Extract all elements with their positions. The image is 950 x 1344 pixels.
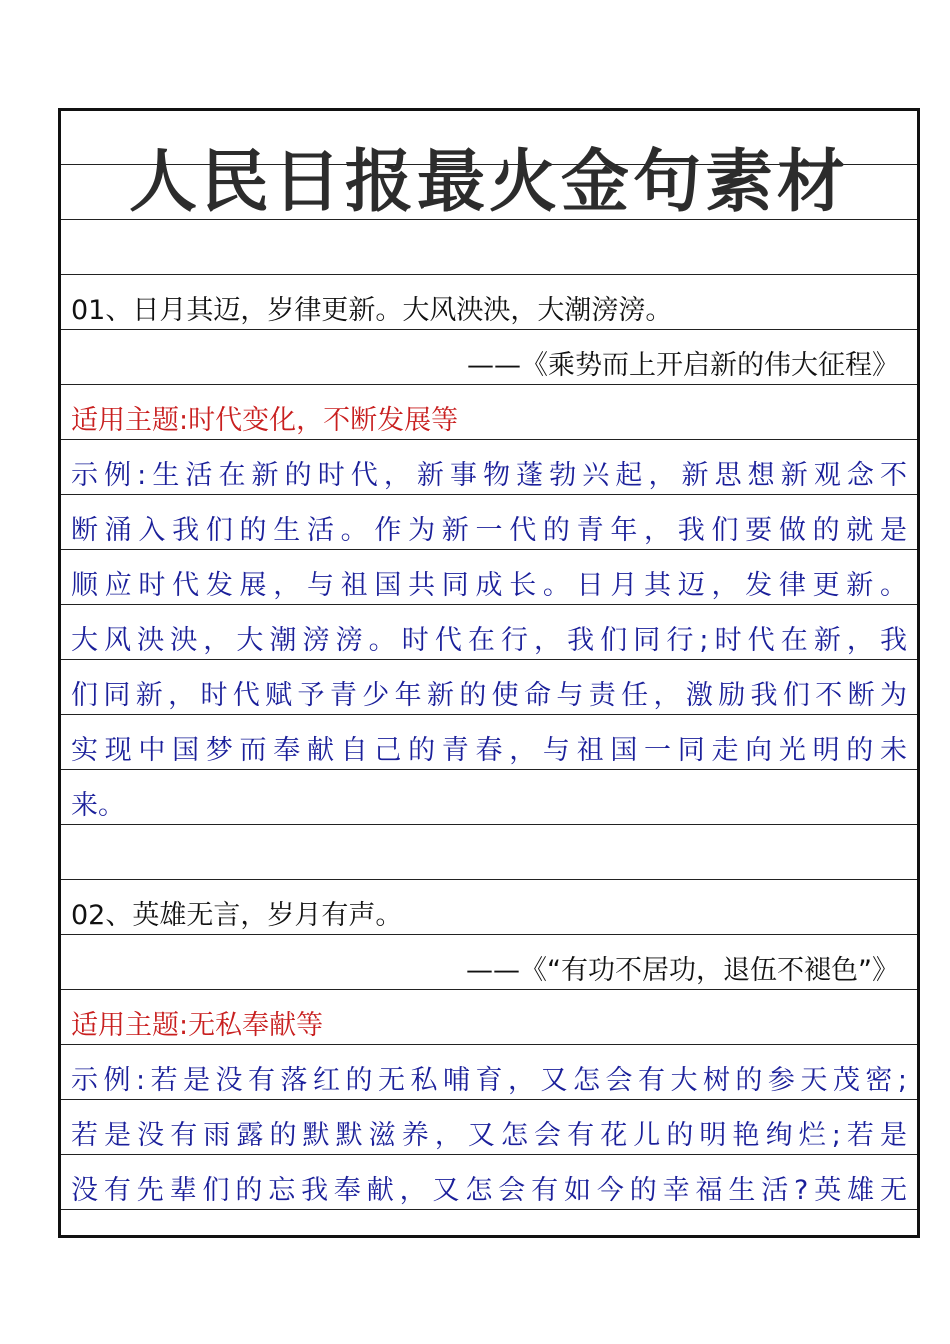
theme-01: 适用主题:时代变化，不断发展等 (71, 405, 459, 436)
example-01-line-1: 示例:生活在新的时代，新事物蓬勃兴起，新思想新观念不 (71, 460, 907, 491)
example-01-line-5: 们同新，时代赋予青少年新的使命与责任，激励我们不断为 (71, 680, 907, 711)
rule-line (61, 879, 917, 880)
example-02-line-3: 没有先辈们的忘我奉献，又怎会有如今的幸福生活?英雄无 (71, 1175, 907, 1206)
example-02-line-2: 若是没有雨露的默默滋养，又怎会有花儿的明艳绚烂;若是 (71, 1120, 907, 1151)
example-02-line-1: 示例:若是没有落红的无私哺育，又怎会有大树的参天茂密; (71, 1065, 907, 1096)
rule-line (61, 274, 917, 275)
theme-02: 适用主题:无私奉献等 (71, 1010, 324, 1041)
example-01-line-6: 实现中国梦而奉献自己的青春，与祖国一同走向光明的未 (71, 735, 907, 766)
example-01-line-7: 来。 (71, 790, 125, 821)
source-02: ——《“有功不居功，退伍不褪色”》 (466, 955, 899, 986)
page-title-row (61, 143, 917, 223)
example-01-line-2: 断涌入我们的生活。作为新一代的青年，我们要做的就是 (71, 515, 907, 546)
page-title: 人民日报最火金句素材 (128, 143, 849, 222)
notebook-page (58, 108, 920, 1238)
example-01-line-3: 顺应时代发展，与祖国共同成长。日月其迈，发律更新。 (71, 570, 907, 601)
source-01: ——《乘势而上开启新的伟大征程》 (467, 350, 899, 381)
quote-02: 02、英雄无言，岁月有声。 (71, 900, 403, 931)
example-01-line-4: 大风泱泱，大潮滂滂。时代在行，我们同行;时代在新，我 (71, 625, 907, 656)
quote-01: 01、日月其迈，岁律更新。大风泱泱，大潮滂滂。 (71, 295, 673, 326)
